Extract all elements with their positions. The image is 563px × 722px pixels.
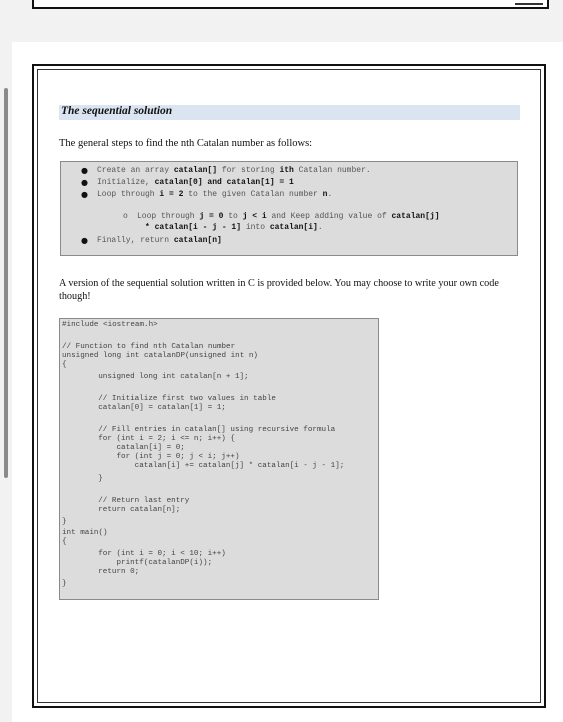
code-line: int main() bbox=[62, 529, 108, 537]
bullet-icon: ● bbox=[81, 190, 88, 199]
code-line: } bbox=[62, 518, 67, 526]
previous-page-mark bbox=[515, 3, 543, 5]
code-line: { bbox=[62, 538, 67, 546]
code-line: // Function to find nth Catalan number bbox=[62, 343, 236, 351]
sub-step-item-cont: * catalan[i - j - 1] into catalan[i]. bbox=[145, 223, 323, 232]
code-line: return 0; bbox=[80, 568, 140, 576]
code-line: } bbox=[62, 580, 67, 588]
previous-page-bottom bbox=[32, 0, 549, 9]
code-line: catalan[i] += catalan[j] * catalan[i - j - 1]; bbox=[80, 462, 345, 470]
code-line: #include <iostream.h> bbox=[62, 321, 158, 329]
scrollbar[interactable] bbox=[0, 0, 12, 700]
code-line: for (int j = 0; j < i; j++) bbox=[80, 453, 240, 461]
code-line: return catalan[n]; bbox=[80, 506, 181, 514]
code-line: for (int i = 2; i <= n; i++) { bbox=[80, 435, 235, 443]
step-item: Loop through i = 2 to the given Catalan number n. bbox=[97, 190, 333, 199]
section-heading: The sequential solution bbox=[61, 105, 173, 117]
code-line: printf(catalanDP(i)); bbox=[80, 559, 213, 567]
code-line: for (int i = 0; i < 10; i++) bbox=[80, 550, 226, 558]
code-line: // Fill entries in catalan[] using recursive formula bbox=[80, 426, 336, 434]
code-line: unsigned long int catalan[n + 1]; bbox=[80, 373, 249, 381]
step-item: Finally, return catalan[n] bbox=[97, 236, 222, 245]
sub-step-item: Loop through j = 0 to j < i and Keep adding value of catalan[j] bbox=[137, 212, 440, 221]
code-line: // Return last entry bbox=[80, 497, 190, 505]
bullet-icon: ● bbox=[81, 178, 88, 187]
scrollbar-thumb[interactable] bbox=[4, 88, 8, 478]
sub-bullet-icon: o bbox=[123, 212, 128, 221]
version-text: A version of the sequential solution written in C is provided below. You may choose to write your own code though! bbox=[59, 278, 499, 302]
step-item: Create an array catalan[] for storing ith Catalan number. bbox=[97, 166, 371, 175]
code-line: } bbox=[80, 475, 103, 483]
code-block bbox=[59, 318, 379, 600]
step-item: Initialize, catalan[0] and catalan[1] = 1 bbox=[97, 178, 294, 187]
code-line: catalan[0] = catalan[1] = 1; bbox=[80, 404, 226, 412]
bullet-icon: ● bbox=[81, 236, 88, 245]
steps-box bbox=[60, 161, 518, 256]
page-border bbox=[32, 64, 546, 708]
document-page bbox=[12, 42, 563, 722]
bullet-icon: ● bbox=[81, 166, 88, 175]
code-line: catalan[i] = 0; bbox=[80, 444, 185, 452]
code-line: // Initialize first two values in table bbox=[80, 395, 276, 403]
code-line: { bbox=[62, 361, 67, 369]
code-line: unsigned long int catalanDP(unsigned int n) bbox=[62, 352, 258, 360]
intro-text: The general steps to find the nth Catalan number as follows: bbox=[59, 138, 313, 149]
